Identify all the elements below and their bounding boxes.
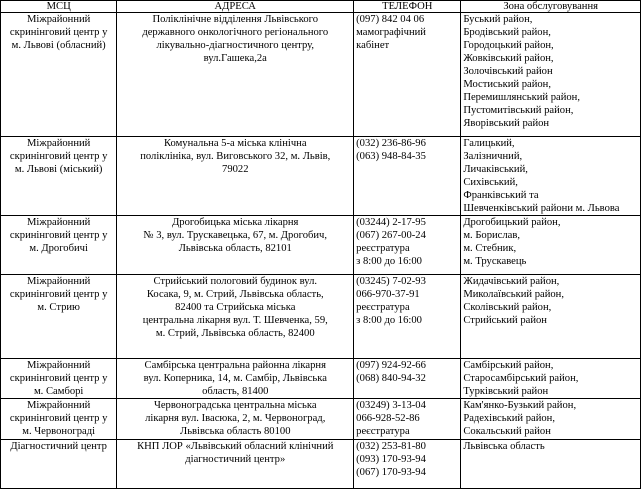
cell-line: Залізничний, (463, 151, 523, 162)
cell-line: (097) 842 04 06 (356, 14, 425, 25)
cell-line: м. Львові (міський) (14, 164, 103, 175)
cell-line: м. Трускавець (463, 256, 527, 267)
cell-line: Золочівський район (463, 66, 553, 77)
cell-line: з 8:00 до 16:00 (356, 256, 422, 267)
msc-cell (1, 216, 117, 275)
cell-line: Дрогобицький район, (463, 217, 561, 228)
cell-line: поліклініка, вул. Виговського 32, м. Львів, (140, 151, 331, 162)
cell-line: Комунальна 5-а міська клінічна (163, 138, 307, 149)
cell-line: Перемишлянський район, (463, 92, 580, 103)
msc-cell (1, 275, 117, 359)
cell-line: Поліклінічне відділення Львівського (152, 14, 319, 25)
cell-line: Галицький, (463, 138, 515, 149)
address-cell (117, 13, 354, 137)
cell-line: м. Стрий, Львівська область, 82400 (155, 328, 315, 339)
cell-line: Кам'янко-Бузький район, (463, 400, 577, 411)
cell-line: (067) 267-00-24 (356, 230, 426, 241)
cell-line: Міжрайонний (27, 14, 91, 25)
cell-line: Турківський район (463, 386, 549, 397)
cell-line: м. Стебник, (463, 243, 517, 254)
table-row (1, 13, 641, 137)
cell-line: 79022 (222, 164, 249, 175)
cell-line: Личаківський, (463, 164, 528, 175)
cell-line: 82400 та Стрийська міська (175, 302, 296, 313)
msc-cell (1, 137, 117, 216)
cell-line: Міжрайонний (27, 217, 91, 228)
cell-line: Львівська область 80100 (180, 426, 291, 437)
cell-line: 066-928-52-86 (356, 413, 420, 424)
header-phone: ТЕЛЕФОН (354, 1, 461, 13)
cell-line: вул.Гашека,2а (203, 53, 267, 64)
cell-line: скринінговий центр у (9, 151, 108, 162)
cell-line: скринінговий центр у (9, 373, 108, 384)
table-row (1, 440, 641, 489)
zone-cell (461, 399, 641, 440)
phone-cell (354, 216, 461, 275)
cell-line: Шевченківський райони м. Львова (463, 203, 620, 214)
phone-cell (354, 359, 461, 399)
table-row (1, 359, 641, 399)
cell-line: Червоноградська центральна міська (153, 400, 317, 411)
cell-line: Миколаївський район, (463, 289, 565, 300)
table-row (1, 137, 641, 216)
zone-cell (461, 216, 641, 275)
cell-line: м. Борислав, (463, 230, 521, 241)
cell-line: кабінет (356, 40, 390, 51)
msc-cell (1, 399, 117, 440)
zone-cell (461, 275, 641, 359)
cell-line: скринінговий центр у (9, 289, 108, 300)
address-cell (117, 216, 354, 275)
cell-line: (067) 170-93-94 (356, 467, 426, 478)
phone-cell (354, 399, 461, 440)
cell-line: вул. Коперника, 14, м. Самбір, Львівська (143, 373, 327, 384)
table-row (1, 275, 641, 359)
cell-line: Самбірський район, (463, 360, 554, 371)
cell-line: Жидачівський район, (463, 276, 560, 287)
phone-cell (354, 137, 461, 216)
address-cell (117, 137, 354, 216)
msc-cell (1, 359, 117, 399)
table-row (1, 216, 641, 275)
cell-line: діагностичний центр» (185, 454, 286, 465)
zone-cell (461, 13, 641, 137)
cell-line: Мостиський район, (463, 79, 551, 90)
cell-line: (063) 948-84-35 (356, 151, 426, 162)
header-msc: МСЦ (1, 1, 117, 13)
cell-line: 066-970-37-91 (356, 289, 420, 300)
cell-line: Міжрайонний (27, 138, 91, 149)
cell-line: м. Стрию (37, 302, 80, 313)
cell-line: Діагностичний центр (10, 441, 107, 452)
address-cell (117, 399, 354, 440)
address-cell (117, 359, 354, 399)
cell-line: Сихівський, (463, 177, 518, 188)
cell-line: Міжрайонний (27, 276, 91, 287)
cell-line: мамографічний (356, 27, 426, 38)
table-row (1, 399, 641, 440)
cell-line: лікувально-діагностичного центру, (156, 40, 315, 51)
cell-line: Міжрайонний (27, 400, 91, 411)
table-header-row (1, 1, 641, 13)
cell-line: лікарня вул. Івасюка, 2, м. Червоноград, (145, 413, 326, 424)
header-zone: Зона обслуговування (461, 1, 641, 13)
cell-line: скринінговий центр у (9, 413, 108, 424)
zone-cell (461, 440, 641, 489)
cell-line: (093) 170-93-94 (356, 454, 426, 465)
cell-line: Сокальський район (463, 426, 551, 437)
msc-cell (1, 13, 117, 137)
cell-line: № 3, вул. Трускавецька, 67, м. Дрогобич, (143, 230, 328, 241)
cell-line: КНП ЛОР «Львівський обласний клінічний (137, 441, 334, 452)
cell-line: (03244) 2-17-95 (356, 217, 426, 228)
zone-cell (461, 359, 641, 399)
cell-line: Пустомитівський район, (463, 105, 574, 116)
table-body (1, 13, 641, 489)
cell-line: м. Львові (обласний) (11, 40, 106, 51)
cell-line: Франківський та (463, 190, 539, 201)
address-cell (117, 275, 354, 359)
zone-cell (461, 137, 641, 216)
cell-line: м. Дрогобичі (29, 243, 88, 254)
cell-line: скринінговий центр у (9, 230, 108, 241)
cell-line: (032) 253-81-80 (356, 441, 426, 452)
cell-line: реєстратура (356, 302, 410, 313)
phone-cell (354, 275, 461, 359)
cell-line: м. Червонограді (22, 426, 96, 437)
cell-line: Стрийський район (463, 315, 547, 326)
cell-line: Бродівський район, (463, 27, 551, 38)
cell-line: Сколівський район, (463, 302, 552, 313)
cell-line: Жовківський район, (463, 53, 554, 64)
msc-cell (1, 440, 117, 489)
cell-line: державного онкологічного регіонального (142, 27, 329, 38)
cell-line: з 8:00 до 16:00 (356, 315, 422, 326)
phone-cell (354, 440, 461, 489)
cell-line: (097) 924-92-66 (356, 360, 426, 371)
cell-line: Буський район, (463, 14, 533, 25)
cell-line: Старосамбірський район, (463, 373, 579, 384)
cell-line: Косака, 9, м. Стрий, Львівська область, (146, 289, 324, 300)
cell-line: Самбірська центральна районна лікарня (144, 360, 326, 371)
cell-line: (03249) 3-13-04 (356, 400, 426, 411)
cell-line: (032) 236-86-96 (356, 138, 426, 149)
cell-line: (03245) 7-02-93 (356, 276, 426, 287)
address-cell (117, 440, 354, 489)
cell-line: реєстратура (356, 426, 410, 437)
phone-cell (354, 13, 461, 137)
header-address: АДРЕСА (117, 1, 354, 13)
cell-line: Яворівський район (463, 118, 550, 129)
cell-line: реєстратура (356, 243, 410, 254)
cell-line: Городоцький район, (463, 40, 554, 51)
cell-line: Львівська область, 82101 (178, 243, 292, 254)
cell-line: (068) 840-94-32 (356, 373, 426, 384)
cell-line: Радехівський район, (463, 413, 556, 424)
cell-line: Львівська область (463, 441, 545, 452)
cell-line: м. Самборі (33, 386, 84, 397)
cell-line: область, 81400 (202, 386, 269, 397)
cell-line: Стрийський пологовий будинок вул. (153, 276, 318, 287)
cell-line: Міжрайонний (27, 360, 91, 371)
cell-line: Дрогобицька міська лікарня (172, 217, 299, 228)
cell-line: центральна лікарня вул. Т. Шевченка, 59, (142, 315, 328, 326)
cell-line: скринінговий центр у (9, 27, 108, 38)
